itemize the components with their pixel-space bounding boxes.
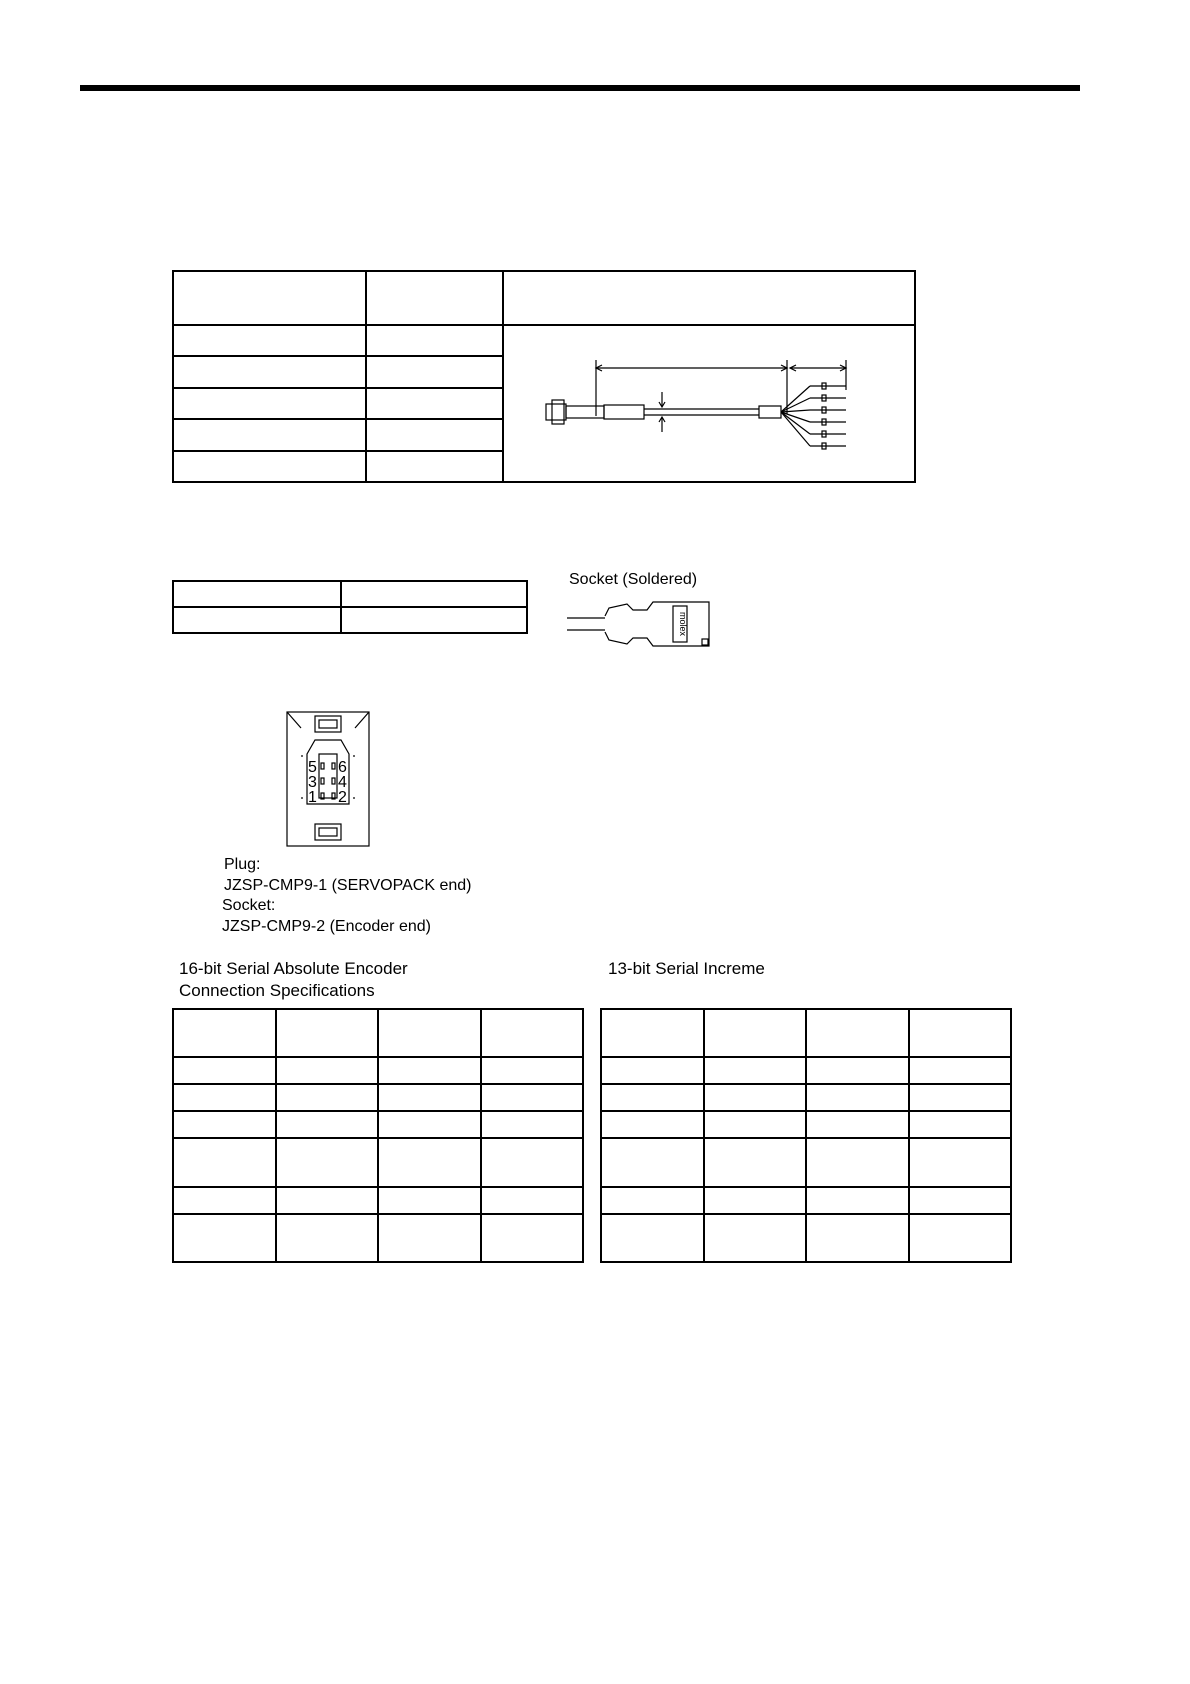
plug-label: Plug: [224, 856, 261, 873]
table-cell [601, 1111, 704, 1138]
table-cell [909, 1111, 1012, 1138]
socket-label: Socket: [222, 897, 276, 914]
table-cell [806, 1214, 909, 1262]
header-cell [704, 1009, 807, 1057]
table-cell [806, 1187, 909, 1214]
pin-number: 2 [338, 789, 347, 806]
pin-number: 5 [308, 759, 317, 776]
socket-soldered-label: Socket (Soldered) [569, 571, 698, 588]
table-cell [378, 1084, 481, 1111]
table-cell [378, 1187, 481, 1214]
table-cell [481, 1187, 584, 1214]
table-cell [909, 1084, 1012, 1111]
table-cell [366, 419, 503, 450]
pin-number: 4 [338, 774, 347, 791]
table-cell [481, 1111, 584, 1138]
header-cell [378, 1009, 481, 1057]
header-cell [909, 1009, 1012, 1057]
connector-kit-table [172, 580, 528, 634]
table-cell [704, 1214, 807, 1262]
absolute-encoder-heading: 16-bit Serial Absolute Encoder [179, 959, 408, 978]
table-cell [173, 581, 341, 607]
table-cell [378, 1138, 481, 1187]
table-cell [378, 1214, 481, 1262]
table-cell [173, 451, 366, 482]
table-cell [909, 1187, 1012, 1214]
table-cell [173, 356, 366, 387]
table-cell [481, 1214, 584, 1262]
cable-model-table [172, 270, 916, 483]
header-cell [481, 1009, 584, 1057]
table-cell [481, 1138, 584, 1187]
header-cell [173, 1009, 276, 1057]
table-cell [704, 1138, 807, 1187]
table-cell [481, 1084, 584, 1111]
table-cell [378, 1111, 481, 1138]
table-cell [276, 1084, 379, 1111]
cable-drawing-cell [503, 325, 915, 482]
connector-body [546, 404, 566, 420]
table-cell [601, 1187, 704, 1214]
table-cell [601, 1084, 704, 1111]
incremental-encoder-heading: 13-bit Serial Increme [608, 959, 765, 978]
molex-brand-text: molex [678, 611, 688, 637]
socket-part-number: JZSP-CMP9-2 (Encoder end) [222, 918, 431, 935]
table-cell [601, 1214, 704, 1262]
table-cell [173, 388, 366, 419]
table-cell [806, 1084, 909, 1111]
table-cell [276, 1111, 379, 1138]
cable-drawing [504, 326, 914, 481]
header-cell [806, 1009, 909, 1057]
header-cell [601, 1009, 704, 1057]
table-cell [806, 1057, 909, 1084]
table-cell [173, 1111, 276, 1138]
header-rule [80, 85, 1080, 91]
table-cell [806, 1111, 909, 1138]
plug-part-number: JZSP-CMP9-1 (SERVOPACK end) [224, 877, 472, 894]
table-cell [173, 1138, 276, 1187]
table-cell [276, 1214, 379, 1262]
table-cell [909, 1214, 1012, 1262]
table-cell [366, 356, 503, 387]
table-cell [704, 1111, 807, 1138]
pin-number: 3 [308, 774, 317, 791]
socket-drawing [565, 598, 715, 658]
table-cell [909, 1057, 1012, 1084]
table-cell [173, 325, 366, 356]
table-cell [173, 1057, 276, 1084]
table-cell [341, 607, 527, 633]
table-cell [276, 1187, 379, 1214]
header-cell [173, 271, 366, 325]
table-cell [173, 607, 341, 633]
cable-sleeve [604, 405, 644, 419]
table-cell [173, 1084, 276, 1111]
table-cell [173, 1214, 276, 1262]
header-cell [276, 1009, 379, 1057]
pin-number: 1 [308, 789, 317, 806]
table-cell [481, 1057, 584, 1084]
table-cell [704, 1084, 807, 1111]
table-cell [601, 1138, 704, 1187]
table-cell [173, 419, 366, 450]
table-cell [601, 1057, 704, 1084]
header-cell [366, 271, 503, 325]
table-cell [366, 325, 503, 356]
table-cell [173, 1187, 276, 1214]
pin-number: 6 [338, 759, 347, 776]
incremental-encoder-connection-table [600, 1008, 1012, 1263]
table-cell [378, 1057, 481, 1084]
table-cell [276, 1057, 379, 1084]
absolute-encoder-connection-table [172, 1008, 584, 1263]
table-cell [366, 388, 503, 419]
table-cell [704, 1187, 807, 1214]
table-cell [366, 451, 503, 482]
table-cell [341, 581, 527, 607]
header-cell [503, 271, 915, 325]
table-cell [909, 1138, 1012, 1187]
table-cell [276, 1138, 379, 1187]
table-cell [704, 1057, 807, 1084]
table-cell [806, 1138, 909, 1187]
pin-arrangement-diagram [285, 710, 375, 850]
absolute-encoder-heading-line2: Connection Specifications [179, 981, 375, 1000]
